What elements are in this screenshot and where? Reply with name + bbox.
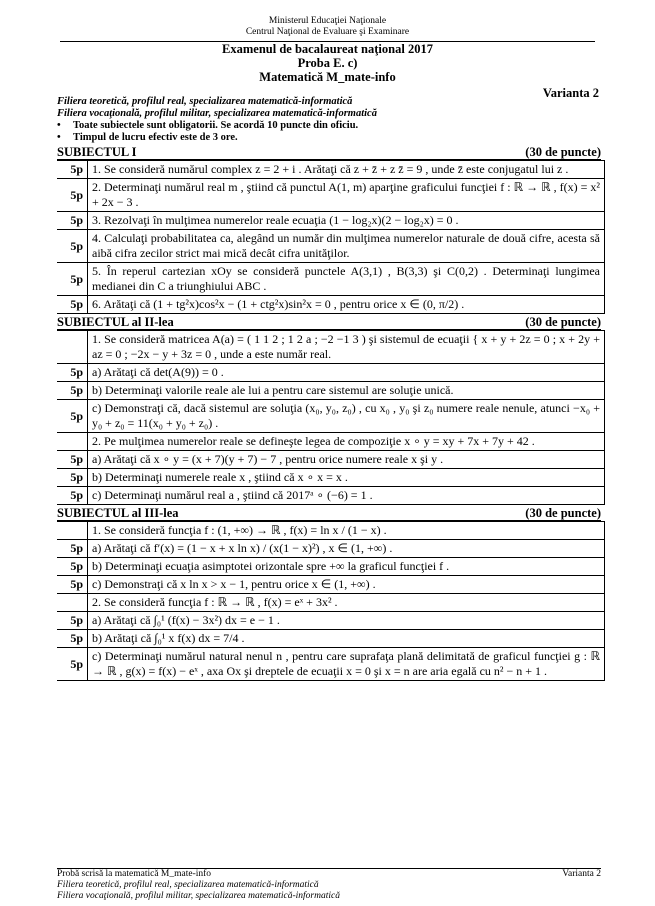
footer-left: Probă scrisă la matematică M_mate-info: [57, 869, 212, 879]
points-cell: 5p: [57, 212, 88, 230]
problem-text: 1. Se consideră matricea A(a) = ( 1 1 2 ; 1 2 a ; −2 −1 3 ) şi sistemul de ecuaţii { x + y + 2z = 0 ; x + 2y + az = 0 ; −2x − y + 3z = 0 , unde a este număr real.: [88, 331, 605, 364]
points-cell: 5p: [57, 540, 88, 558]
note-item: • Timpul de lucru efectiv este de 3 ore.: [57, 132, 238, 143]
section-table-1: [57, 160, 605, 314]
problem-row: [57, 648, 605, 681]
problem-row: [57, 594, 605, 612]
points-cell: 5p: [57, 263, 88, 296]
points-cell: 5p: [57, 364, 88, 382]
problem-row: [57, 400, 605, 433]
footer-variant: Varianta 2: [562, 869, 601, 879]
problem-row: [57, 576, 605, 594]
section-table-3: [57, 521, 605, 681]
points-cell: 5p: [57, 230, 88, 263]
problem-text: c) Demonstraţi că x ln x > x − 1, pentru orice x ∈ (1, +∞) .: [88, 576, 605, 594]
exam-title: Examenul de bacalaureat naţional 2017: [222, 42, 433, 56]
note-text: Toate subiectele sunt obligatorii. Se acordă 10 puncte din oficiu.: [73, 120, 359, 131]
section-heading-2: [57, 315, 601, 330]
problem-text: a) Arătaţi că det(A(9)) = 0 .: [88, 364, 605, 382]
footer: [57, 868, 601, 902]
section-title: SUBIECTUL I: [57, 145, 137, 159]
problem-row: [57, 612, 605, 630]
problem-text: c) Demonstraţi că, dacă sistemul are soluţia (x₀, y₀, z₀) , cu x₀ , y₀ şi z₀ numere reale nenule, atunci −x₀ + y₀ + z₀ = 11(x₀ + y₀ + z₀) .: [88, 400, 605, 433]
center-name: Centrul Naţional de Evaluare şi Examinare: [245, 27, 410, 37]
problem-text: a) Arătaţi că f′(x) = (1 − x + x ln x) / (x(1 − x)²) , x ∈ (1, +∞) .: [88, 540, 605, 558]
problem-row: [57, 212, 605, 230]
problem-row: [57, 296, 605, 314]
problem-row: [57, 382, 605, 400]
problem-row: [57, 558, 605, 576]
problem-text: 4. Calculaţi probabilitatea ca, alegând un număr din mulţimea numerelor naturale de două cifre, acesta să aibă cifra zecilor strict mai mică decât cifra unităţilor.: [88, 230, 605, 263]
points-cell: 5p: [57, 400, 88, 433]
points-cell: 5p: [57, 469, 88, 487]
points-cell: 5p: [57, 296, 88, 314]
problem-row: [57, 161, 605, 179]
problem-row: [57, 364, 605, 382]
problem-text: c) Determinaţi numărul real a , ştiind că 2017ᵃ ∘ (−6) = 1 .: [88, 487, 605, 505]
problem-row: [57, 487, 605, 505]
exam-proba: Proba E. c): [297, 56, 358, 70]
points-cell: 5p: [57, 487, 88, 505]
problem-text: b) Determinaţi ecuaţia asimptotei orizontale spre +∞ la graficul funcţiei f .: [88, 558, 605, 576]
problem-text: b) Determinaţi numerele reale x , ştiind că x ∘ x = x .: [88, 469, 605, 487]
points-cell: [57, 433, 88, 451]
points-cell: 5p: [57, 612, 88, 630]
points-cell: [57, 594, 88, 612]
filiera-line: Filiera teoretică, profilul real, specializarea matematică-informatică: [57, 96, 353, 107]
problem-row: [57, 179, 605, 212]
problem-row: [57, 451, 605, 469]
problem-row: [57, 630, 605, 648]
problem-text: a) Arătaţi că ∫₀¹ (f(x) − 3x²) dx = e − 1 .: [88, 612, 605, 630]
points-cell: 5p: [57, 382, 88, 400]
filiera-line: Filiera vocaţională, profilul militar, specializarea matematică-informatică: [57, 108, 377, 119]
section-table-2: [57, 330, 605, 505]
problem-row: [57, 263, 605, 296]
footer-filiera: Filiera teoretică, profilul real, specializarea matematică-informatică: [57, 880, 319, 890]
exam-subject: Matematică M_mate-info: [259, 70, 396, 84]
problem-row: [57, 522, 605, 540]
problem-row: [57, 540, 605, 558]
section-heading-3: [57, 506, 601, 521]
section-title: SUBIECTUL al III-lea: [57, 506, 179, 520]
points-cell: 5p: [57, 161, 88, 179]
section-title: SUBIECTUL al II-lea: [57, 315, 174, 329]
points-cell: 5p: [57, 648, 88, 681]
problem-row: [57, 433, 605, 451]
problem-text: 2. Determinaţi numărul real m , ştiind că punctul A(1, m) aparţine graficului funcţiei f : ℝ → ℝ , f(x) = x² + 2x − 3 .: [88, 179, 605, 212]
ministry-name: Ministerul Educaţiei Naţionale: [268, 16, 387, 26]
problem-text: c) Determinaţi numărul natural nenul n , pentru care suprafaţa plană delimitată de graficul funcţiei g : ℝ → ℝ , g(x) = f(x) − eˣ , axa Ox şi dreptele de ecuaţii x = 0 şi x = n are aria egală cu n² − n + 1 .: [88, 648, 605, 681]
problem-text: 5. În reperul cartezian xOy se consideră punctele A(3,1) , B(3,3) şi C(0,2) . Determinaţi lungimea medianei din C a triunghiului ABC .: [88, 263, 605, 296]
points-cell: 5p: [57, 179, 88, 212]
note-text: Timpul de lucru efectiv este de 3 ore.: [73, 132, 238, 143]
section-points: (30 de puncte): [525, 145, 601, 159]
problem-text: 6. Arătaţi că (1 + tg²x)cos²x − (1 + ctg²x)sin²x = 0 , pentru orice x ∈ (0, π/2) .: [88, 296, 605, 314]
problem-row: [57, 469, 605, 487]
points-cell: [57, 522, 88, 540]
problem-text: 2. Pe mulţimea numerelor reale se defineşte legea de compoziţie x ∘ y = xy + 7x + 7y + 42 .: [88, 433, 605, 451]
header: [0, 0, 655, 38]
section-points: (30 de puncte): [525, 315, 601, 329]
exam-variant: Varianta 2: [542, 86, 599, 100]
section-points: (30 de puncte): [525, 506, 601, 520]
problem-text: 2. Se consideră funcţia f : ℝ → ℝ , f(x) = eˣ + 3x² .: [88, 594, 605, 612]
problem-text: 3. Rezolvaţi în mulţimea numerelor reale ecuaţia (1 − log₂x)(2 − log₂x) = 0 .: [88, 212, 605, 230]
points-cell: 5p: [57, 576, 88, 594]
problem-text: b) Arătaţi că ∫₀¹ x f(x) dx = 7/4 .: [88, 630, 605, 648]
footer-filiera: Filiera vocaţională, profilul militar, specializarea matematică-informatică: [57, 891, 340, 901]
problem-row: [57, 331, 605, 364]
problem-text: 1. Se consideră numărul complex z = 2 + i . Arătaţi că z + z̄ + z z̄ = 9 , unde z̄ este conjugatul lui z .: [88, 161, 605, 179]
points-cell: [57, 331, 88, 364]
points-cell: 5p: [57, 451, 88, 469]
section-heading-1: [57, 145, 601, 160]
points-cell: 5p: [57, 630, 88, 648]
problem-text: a) Arătaţi că x ∘ y = (x + 7)(y + 7) − 7 , pentru orice numere reale x şi y .: [88, 451, 605, 469]
note-item: • Toate subiectele sunt obligatorii. Se acordă 10 puncte din oficiu.: [57, 120, 359, 131]
problem-text: b) Determinaţi valorile reale ale lui a pentru care sistemul are soluţie unică.: [88, 382, 605, 400]
problem-text: 1. Se consideră funcţia f : (1, +∞) → ℝ , f(x) = ln x / (1 − x) .: [88, 522, 605, 540]
problem-row: [57, 230, 605, 263]
points-cell: 5p: [57, 558, 88, 576]
